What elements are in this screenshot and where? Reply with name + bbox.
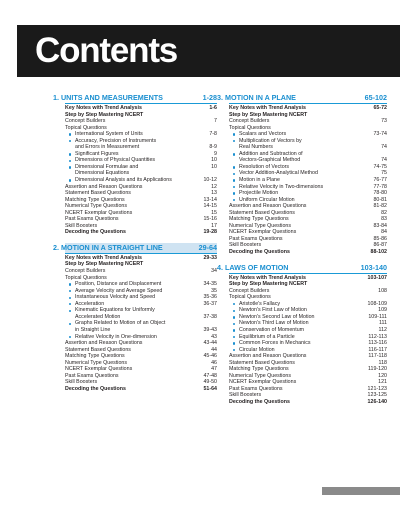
toc-entry-label: Decoding the Questions <box>229 249 290 256</box>
toc-entry-page: 78-80 <box>373 190 387 197</box>
toc-entry-page: 74-75 <box>373 163 387 170</box>
toc-entry-page: 83-84 <box>373 222 387 229</box>
toc-entry-label: Conservation of Momentum <box>229 327 304 334</box>
toc-entry-label: Key Notes with Trend Analysis <box>229 105 306 111</box>
toc-entry-page: 82 <box>381 209 387 216</box>
toc-entry-page: 103-107 <box>367 274 387 281</box>
toc-entry-label: Topical Questions <box>65 124 107 131</box>
toc-entry-page: 108 <box>378 287 387 294</box>
toc-entry-label: Step by Step Mastering NCERT <box>229 111 308 118</box>
toc-entry-label: Numerical Type Questions <box>229 222 292 229</box>
toc-entry[interactable] <box>229 249 387 256</box>
toc-entry-label: Dimensional Analysis and its Applications <box>65 177 172 184</box>
toc-entry-label: Multiplication of Vectors by <box>229 138 302 145</box>
toc-entry-page: 10 <box>211 163 217 170</box>
toc-entry-page: 120 <box>378 372 387 379</box>
toc-entry-page: 43-44 <box>203 340 217 347</box>
toc-entry-label: Skill Boosters <box>229 242 262 249</box>
toc-entry-page: 73 <box>381 118 387 125</box>
toc-entry-label: Dimensions of Physical Quantities <box>65 157 155 164</box>
toc-entry-page: 118 <box>378 359 387 366</box>
chapter-page-range: 1-28 <box>202 93 217 102</box>
toc-entry-page: 7 <box>214 118 217 125</box>
toc-entry-label: Numerical Type Questions <box>65 359 128 366</box>
chapter-page-range: 29-64 <box>198 242 217 252</box>
toc-entry-label: Numerical Type Questions <box>65 203 128 210</box>
toc-entry-label: Statement Based Questions <box>229 209 295 216</box>
toc-entry-label: Statement Based Questions <box>65 190 131 197</box>
page-title: Contents <box>35 31 178 70</box>
toc-entry-label: Step by Step Mastering NCERT <box>229 281 308 288</box>
toc-entry-page: 29-33 <box>203 254 217 261</box>
toc-entry[interactable] <box>65 386 217 393</box>
toc-column-left <box>53 93 217 399</box>
toc-entry-page: 74 <box>381 157 387 164</box>
toc-entry-label: Resolution of Vectors <box>229 164 289 171</box>
contents-header-banner <box>17 25 400 77</box>
chapter-title: 1. UNITS AND MEASUREMENTS <box>53 93 163 102</box>
toc-entry-page: 10 <box>211 157 217 164</box>
toc-entry-label: Past Exams Questions <box>229 235 283 242</box>
toc-entry-page: 126-140 <box>367 398 387 405</box>
toc-entry[interactable] <box>229 399 387 406</box>
toc-entry-page: 7-8 <box>209 131 217 138</box>
toc-entry-label: Concept Builders <box>229 118 270 125</box>
chapter-heading[interactable] <box>53 242 217 254</box>
chapter-page-range: 103-140 <box>360 262 387 272</box>
toc-entry-label: Assertion and Reason Questions <box>65 183 143 190</box>
toc-entry-page: 80-81 <box>373 196 387 203</box>
toc-entry-page: 35-36 <box>203 294 217 301</box>
toc-entry-label: Concept Builders <box>65 118 106 125</box>
toc-entry-label: Assertion and Reason Questions <box>65 340 143 347</box>
chapter-title: 2. MOTION IN A STRAIGHT LINE <box>53 242 163 252</box>
toc-entry-label: NCERT Exemplar Questions <box>229 379 297 386</box>
toc-entry[interactable] <box>65 229 217 236</box>
toc-entry-page: 76-77 <box>373 177 387 184</box>
toc-entry-page: 47 <box>211 366 217 373</box>
toc-entry-label: Newton's Third Law of Motion <box>229 320 309 327</box>
toc-entry-label: in Straight Line <box>75 326 111 333</box>
toc-entry-page: 111 <box>378 320 387 327</box>
chapter-section <box>53 242 217 392</box>
toc-entry-label: Position, Distance and Displacement <box>65 281 161 288</box>
toc-entry-label: Vectors-Graphical Method <box>239 157 301 164</box>
toc-entry-page: 121-123 <box>367 385 387 392</box>
toc-entry-page: 81-82 <box>373 203 387 210</box>
chapter-title: 3. MOTION IN A PLANE <box>217 93 296 102</box>
toc-entry-page: 43 <box>211 333 217 340</box>
toc-entry-label: Kinematic Equations for Uniformly <box>65 307 155 314</box>
toc-entry-page: 8-9 <box>209 144 217 151</box>
toc-entry-label: Acceleration <box>65 301 104 308</box>
toc-column-right <box>217 93 387 413</box>
toc-entry-page: 84 <box>381 229 387 236</box>
chapter-section <box>217 262 387 406</box>
chapter-section <box>53 93 217 236</box>
toc-entry-label: Equilibrium of a Particle <box>229 334 295 341</box>
toc-entry-page: 13 <box>211 190 217 197</box>
toc-entry-label: Newton's First Law of Motion <box>229 307 307 314</box>
toc-entry-label: Statement Based Questions <box>65 346 131 353</box>
toc-entry-page: 44 <box>211 346 217 353</box>
toc-entry-label: Past Exams Questions <box>229 385 283 392</box>
toc-entry-page: 10-12 <box>203 177 217 184</box>
toc-entry-label: Decoding the Questions <box>65 229 126 236</box>
toc-entry-label: Assertion and Reason Questions <box>229 353 307 360</box>
toc-entry-label: Instantaneous Velocity and Speed <box>65 294 155 301</box>
toc-entry-label: Concept Builders <box>229 287 270 294</box>
toc-entry-page: 34 <box>211 268 217 275</box>
toc-entry-page: 45-46 <box>203 353 217 360</box>
toc-entry-page: 86-87 <box>373 242 387 249</box>
toc-entry-label: Topical Questions <box>229 124 271 131</box>
toc-entry-label: Average Velocity and Average Speed <box>65 288 162 295</box>
chapter-heading[interactable] <box>217 93 387 104</box>
toc-entry-page: 34-35 <box>203 281 217 288</box>
toc-entry-page: 36-37 <box>203 300 217 307</box>
toc-entry-label: Newton's Second Law of Motion <box>229 314 315 321</box>
toc-entry-page: 47-48 <box>203 372 217 379</box>
toc-entry-page: 116-117 <box>368 346 387 353</box>
footer-bar <box>322 487 400 495</box>
toc-entry-label: Step by Step Mastering NCERT <box>65 111 144 118</box>
toc-entry-label: Past Exams Questions <box>65 216 119 223</box>
toc-entry-page: 51-64 <box>203 385 217 392</box>
toc-entry-label: Matching Type Questions <box>65 353 125 360</box>
toc-entry-label: Significant Figures <box>65 151 119 158</box>
toc-entry-label: Assertion and Reason Questions <box>229 203 307 210</box>
toc-entry-label: Skill Boosters <box>65 222 98 229</box>
chapter-heading[interactable] <box>53 93 217 104</box>
toc-entry-page: 17 <box>211 222 217 229</box>
toc-entry-page: 37-38 <box>203 313 217 320</box>
toc-entry-label: Past Exams Questions <box>65 372 119 379</box>
toc-entry-page: 15-16 <box>203 216 217 223</box>
toc-entry-page: 13-14 <box>203 196 217 203</box>
toc-entry-label: Skill Boosters <box>65 379 98 386</box>
toc-entry-label: Concept Builders <box>65 268 106 275</box>
chapter-title: 4. LAWS OF MOTION <box>217 262 289 272</box>
toc-entry-label: Matching Type Questions <box>229 216 289 223</box>
toc-entry-page: 1-6 <box>209 105 217 111</box>
toc-entry-label: Step by Step Mastering NCERT <box>65 261 144 268</box>
toc-entry-page: 112 <box>378 326 387 333</box>
toc-entry-page: 9 <box>214 150 217 157</box>
toc-entry-label: NCERT Exemplar Questions <box>65 209 133 216</box>
toc-entry-label: NCERT Exemplar Questions <box>65 366 133 373</box>
toc-entry-page: 121 <box>378 379 387 386</box>
toc-entry-page: 35 <box>211 287 217 294</box>
toc-entry-page: 109 <box>378 307 387 314</box>
toc-entry-page: 83 <box>381 216 387 223</box>
toc-entry-page: 12 <box>211 183 217 190</box>
toc-entry-page: 112-113 <box>368 333 387 340</box>
toc-entry-label: and Errors in Measurement <box>75 144 140 151</box>
toc-entry-label: Matching Type Questions <box>229 366 289 373</box>
chapter-heading[interactable] <box>217 262 387 274</box>
toc-entry-page: 117-118 <box>368 353 387 360</box>
toc-entry-page: 109-111 <box>368 313 387 320</box>
toc-entry-page: 113-116 <box>368 340 387 347</box>
toc-entry-page: 119-120 <box>367 366 387 373</box>
toc-entry-label: Matching Type Questions <box>65 196 125 203</box>
toc-entry-label: Circular Motion <box>229 347 275 354</box>
chapter-page-range: 65-102 <box>364 93 387 102</box>
toc-entry-label: Addition and Subtraction of <box>229 151 303 158</box>
toc-entry-label: Aristotle's Fallacy <box>229 301 280 308</box>
toc-entry-label: Scalars and Vectors <box>229 131 286 138</box>
toc-entry-page: 15 <box>211 209 217 216</box>
toc-entry-label: Accuracy, Precision of Instruments <box>65 138 156 145</box>
toc-entry-label: Key Notes with Trend Analysis <box>65 254 142 261</box>
toc-entry-label: Topical Questions <box>65 274 107 281</box>
toc-entry-label: Uniform Circular Motion <box>229 197 295 204</box>
toc-entry-label: International System of Units <box>65 131 143 138</box>
toc-entry-page: 73-74 <box>373 131 387 138</box>
toc-entry-label: Skill Boosters <box>229 392 262 399</box>
toc-entry-label: Graphs Related to Motion of an Object <box>65 320 165 327</box>
toc-entry-label: Motion in a Plane <box>229 177 280 184</box>
toc-entry-label: Dimensional Equations <box>75 170 130 177</box>
toc-entry-label: Accelerated Motion <box>75 313 121 320</box>
toc-entry-label: Numerical Type Questions <box>229 372 292 379</box>
chapter-section <box>217 93 387 256</box>
toc-entry-label: Relative Velocity in One-dimension <box>65 334 157 341</box>
toc-entry-label: Statement Based Questions <box>229 359 295 366</box>
toc-entry-label: Topical Questions <box>229 294 271 301</box>
toc-entry-page: 39-43 <box>203 326 217 333</box>
toc-entry-page: 46 <box>211 359 217 366</box>
toc-entry-label: Decoding the Questions <box>229 398 290 405</box>
toc-entry-label: Projectile Motion <box>229 190 278 197</box>
toc-entry-page: 49-50 <box>203 379 217 386</box>
toc-entry-label: Real Numbers <box>239 144 273 151</box>
toc-entry-page: 85-86 <box>373 235 387 242</box>
toc-entry-page: 77-78 <box>373 183 387 190</box>
toc-entry-label: Key Notes with Trend Analysis <box>65 105 142 111</box>
toc-entry-page: 75 <box>381 170 387 177</box>
toc-entry-page: 65-72 <box>373 105 387 111</box>
toc-entry-page: 108-109 <box>367 300 387 307</box>
toc-entry-label: Decoding the Questions <box>65 385 126 392</box>
toc-entry-label: Dimensional Formulae and <box>65 164 138 171</box>
toc-entry-label: Vector Addition-Analytical Method <box>229 170 318 177</box>
toc-entry-label: Key Notes with Trend Analysis <box>229 274 306 281</box>
toc-entry-page: 123-125 <box>367 392 387 399</box>
toc-entry-page: 88-102 <box>370 249 387 256</box>
toc-entry-label: NCERT Exemplar Questions <box>229 229 297 236</box>
toc-entry-label: Common Forces in Mechanics <box>229 340 311 347</box>
toc-entry-label: Relative Velocity in Two-dimensions <box>229 184 323 191</box>
toc-entry-page: 19-28 <box>203 229 217 236</box>
toc-entry-page: 14-15 <box>203 203 217 210</box>
toc-entry-page: 74 <box>381 144 387 151</box>
